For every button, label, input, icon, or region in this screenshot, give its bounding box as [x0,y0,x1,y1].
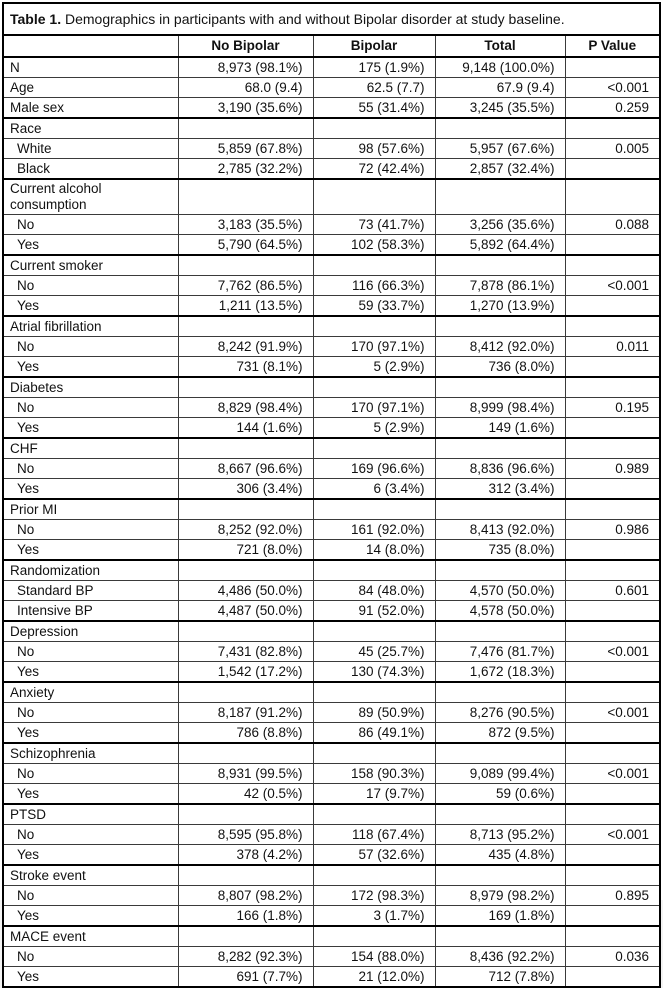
column-header-blank [3,35,178,57]
row-label: Standard BP [3,581,178,601]
p-value-cell: <0.001 [565,642,660,662]
no-bipolar-cell [178,926,313,947]
bipolar-cell [313,316,435,337]
total-cell: 169 (1.8%) [435,906,565,927]
column-header-no-bipolar: No Bipolar [178,35,313,57]
no-bipolar-cell [178,118,313,139]
table-row [3,398,660,418]
no-bipolar-cell: 42 (0.5%) [178,784,313,805]
p-value-cell [565,479,660,500]
section-row [3,255,660,276]
total-cell [435,682,565,703]
p-value-cell [565,235,660,256]
bipolar-cell [313,926,435,947]
row-label: CHF [3,438,178,459]
no-bipolar-cell: 5,859 (67.8%) [178,139,313,159]
row-label: No [3,215,178,235]
table-row [3,337,660,357]
bipolar-cell: 175 (1.9%) [313,57,435,78]
bipolar-cell [313,255,435,276]
row-label: Black [3,159,178,180]
bipolar-cell: 118 (67.4%) [313,825,435,845]
bipolar-cell: 102 (58.3%) [313,235,435,256]
table-row [3,784,660,805]
no-bipolar-cell: 166 (1.8%) [178,906,313,927]
total-cell: 7,476 (81.7%) [435,642,565,662]
no-bipolar-cell: 721 (8.0%) [178,540,313,561]
p-value-cell [565,601,660,622]
no-bipolar-cell: 4,487 (50.0%) [178,601,313,622]
total-cell [435,926,565,947]
table-row [3,906,660,927]
bipolar-cell: 154 (88.0%) [313,947,435,967]
table-title-row [3,3,660,35]
row-label: Yes [3,662,178,683]
total-cell: 735 (8.0%) [435,540,565,561]
table-row [3,479,660,500]
section-row [3,743,660,764]
row-label: Male sex [3,98,178,119]
no-bipolar-cell: 144 (1.6%) [178,418,313,439]
no-bipolar-cell [178,179,313,215]
total-cell: 8,276 (90.5%) [435,703,565,723]
row-label: No [3,642,178,662]
row-label: Yes [3,845,178,866]
no-bipolar-cell [178,804,313,825]
total-cell [435,865,565,886]
no-bipolar-cell: 8,973 (98.1%) [178,57,313,78]
row-label: No [3,398,178,418]
no-bipolar-cell: 8,282 (92.3%) [178,947,313,967]
row-label: PTSD [3,804,178,825]
bipolar-cell [313,499,435,520]
total-cell [435,804,565,825]
bipolar-cell: 5 (2.9%) [313,418,435,439]
row-label: No [3,825,178,845]
bipolar-cell [313,560,435,581]
total-cell [435,118,565,139]
table-row [3,235,660,256]
no-bipolar-cell [178,316,313,337]
p-value-cell [565,540,660,561]
bipolar-cell: 5 (2.9%) [313,357,435,378]
total-cell: 435 (4.8%) [435,845,565,866]
bipolar-cell: 172 (98.3%) [313,886,435,906]
no-bipolar-cell: 8,931 (99.5%) [178,764,313,784]
column-header-p-value: P Value [565,35,660,57]
p-value-cell [565,499,660,520]
p-value-cell: <0.001 [565,764,660,784]
table-row [3,642,660,662]
p-value-cell [565,682,660,703]
row-label: Yes [3,235,178,256]
p-value-cell: <0.001 [565,276,660,296]
bipolar-cell [313,743,435,764]
total-cell: 712 (7.8%) [435,967,565,988]
row-label: White [3,139,178,159]
bipolar-cell: 59 (33.7%) [313,296,435,317]
no-bipolar-cell: 8,187 (91.2%) [178,703,313,723]
bipolar-cell: 45 (25.7%) [313,642,435,662]
row-label: No [3,703,178,723]
p-value-cell: 0.088 [565,215,660,235]
p-value-cell: 0.195 [565,398,660,418]
no-bipolar-cell [178,865,313,886]
no-bipolar-cell [178,743,313,764]
bipolar-cell: 89 (50.9%) [313,703,435,723]
total-cell: 312 (3.4%) [435,479,565,500]
section-row [3,377,660,398]
bipolar-cell: 57 (32.6%) [313,845,435,866]
p-value-cell [565,57,660,78]
total-cell: 149 (1.6%) [435,418,565,439]
no-bipolar-cell: 8,595 (95.8%) [178,825,313,845]
total-cell: 7,878 (86.1%) [435,276,565,296]
p-value-cell [565,967,660,988]
p-value-cell: <0.001 [565,825,660,845]
row-label: No [3,764,178,784]
p-value-cell: 0.036 [565,947,660,967]
column-header-total: Total [435,35,565,57]
no-bipolar-cell: 5,790 (64.5%) [178,235,313,256]
table-row [3,662,660,683]
total-cell: 8,836 (96.6%) [435,459,565,479]
total-cell: 1,270 (13.9%) [435,296,565,317]
table-title-number: Table 1. [10,11,62,27]
total-cell [435,377,565,398]
table-row [3,764,660,784]
row-label: Depression [3,621,178,642]
p-value-cell [565,784,660,805]
row-label: Yes [3,906,178,927]
p-value-cell [565,621,660,642]
bipolar-cell [313,438,435,459]
p-value-cell [565,845,660,866]
no-bipolar-cell: 8,242 (91.9%) [178,337,313,357]
bipolar-cell: 98 (57.6%) [313,139,435,159]
table-row [3,57,660,78]
p-value-cell [565,926,660,947]
section-row [3,621,660,642]
section-row [3,118,660,139]
bipolar-cell: 21 (12.0%) [313,967,435,988]
p-value-cell: 0.259 [565,98,660,119]
bipolar-cell: 84 (48.0%) [313,581,435,601]
p-value-cell: 0.895 [565,886,660,906]
total-cell: 872 (9.5%) [435,723,565,744]
row-label: No [3,947,178,967]
table-body [3,57,660,987]
no-bipolar-cell: 378 (4.2%) [178,845,313,866]
table-row [3,967,660,988]
section-row [3,926,660,947]
p-value-cell: 0.986 [565,520,660,540]
section-row [3,316,660,337]
row-label: Yes [3,784,178,805]
bipolar-cell: 158 (90.3%) [313,764,435,784]
table-title-text: Demographics in participants with and without Bipolar disorder at study baseline. [61,11,565,27]
table-row [3,459,660,479]
column-header-row [3,35,660,57]
p-value-cell [565,296,660,317]
p-value-cell [565,159,660,180]
bipolar-cell: 116 (66.3%) [313,276,435,296]
bipolar-cell [313,179,435,215]
section-row [3,804,660,825]
table-row [3,418,660,439]
total-cell [435,621,565,642]
table-row [3,703,660,723]
row-label: Diabetes [3,377,178,398]
total-cell [435,438,565,459]
bipolar-cell: 161 (92.0%) [313,520,435,540]
p-value-cell [565,316,660,337]
table-row [3,98,660,119]
bipolar-cell: 130 (74.3%) [313,662,435,683]
no-bipolar-cell: 786 (8.8%) [178,723,313,744]
bipolar-cell: 170 (97.1%) [313,398,435,418]
bipolar-cell: 3 (1.7%) [313,906,435,927]
row-label: Yes [3,296,178,317]
p-value-cell [565,179,660,215]
no-bipolar-cell [178,560,313,581]
no-bipolar-cell: 8,667 (96.6%) [178,459,313,479]
row-label: Intensive BP [3,601,178,622]
bipolar-cell: 91 (52.0%) [313,601,435,622]
table-row [3,357,660,378]
row-label: Yes [3,357,178,378]
p-value-cell [565,662,660,683]
no-bipolar-cell [178,377,313,398]
table-row [3,276,660,296]
row-label: Current smoker [3,255,178,276]
table-row [3,825,660,845]
p-value-cell: 0.601 [565,581,660,601]
bipolar-cell [313,865,435,886]
total-cell [435,499,565,520]
bipolar-cell: 55 (31.4%) [313,98,435,119]
row-label: No [3,459,178,479]
total-cell: 9,089 (99.4%) [435,764,565,784]
bipolar-cell: 14 (8.0%) [313,540,435,561]
row-label: N [3,57,178,78]
no-bipolar-cell [178,499,313,520]
total-cell: 59 (0.6%) [435,784,565,805]
row-label: Randomization [3,560,178,581]
section-row [3,560,660,581]
p-value-cell [565,118,660,139]
row-label: Atrial fibrillation [3,316,178,337]
table-row [3,581,660,601]
p-value-cell [565,560,660,581]
table-row [3,139,660,159]
total-cell: 4,570 (50.0%) [435,581,565,601]
p-value-cell: 0.989 [565,459,660,479]
total-cell [435,179,565,215]
table-row [3,520,660,540]
bipolar-cell: 170 (97.1%) [313,337,435,357]
row-label: Yes [3,418,178,439]
row-label: Prior MI [3,499,178,520]
table-row [3,886,660,906]
table-title [3,3,660,35]
table-row [3,601,660,622]
row-label: No [3,886,178,906]
total-cell: 8,979 (98.2%) [435,886,565,906]
row-label: No [3,276,178,296]
bipolar-cell: 73 (41.7%) [313,215,435,235]
p-value-cell [565,357,660,378]
row-label: Yes [3,540,178,561]
section-row [3,438,660,459]
p-value-cell: <0.001 [565,78,660,98]
demographics-table [2,2,661,988]
total-cell [435,743,565,764]
p-value-cell [565,723,660,744]
table-row [3,845,660,866]
section-row [3,682,660,703]
no-bipolar-cell: 3,183 (35.5%) [178,215,313,235]
bipolar-cell: 17 (9.7%) [313,784,435,805]
no-bipolar-cell: 7,431 (82.8%) [178,642,313,662]
total-cell: 8,436 (92.2%) [435,947,565,967]
p-value-cell [565,438,660,459]
p-value-cell: 0.011 [565,337,660,357]
table-row [3,947,660,967]
total-cell: 8,413 (92.0%) [435,520,565,540]
row-label: Stroke event [3,865,178,886]
p-value-cell: 0.005 [565,139,660,159]
no-bipolar-cell: 1,542 (17.2%) [178,662,313,683]
table-row [3,540,660,561]
no-bipolar-cell: 1,211 (13.5%) [178,296,313,317]
no-bipolar-cell [178,438,313,459]
row-label: Anxiety [3,682,178,703]
bipolar-cell: 6 (3.4%) [313,479,435,500]
no-bipolar-cell: 691 (7.7%) [178,967,313,988]
total-cell: 8,412 (92.0%) [435,337,565,357]
total-cell: 5,957 (67.6%) [435,139,565,159]
p-value-cell [565,804,660,825]
table-row [3,78,660,98]
section-row [3,179,660,215]
p-value-cell [565,865,660,886]
row-label: Current alcohol consumption [3,179,178,215]
total-cell: 8,713 (95.2%) [435,825,565,845]
bipolar-cell: 169 (96.6%) [313,459,435,479]
row-label: Yes [3,479,178,500]
total-cell: 1,672 (18.3%) [435,662,565,683]
row-label: Race [3,118,178,139]
bipolar-cell [313,682,435,703]
table-row [3,215,660,235]
row-label: No [3,520,178,540]
no-bipolar-cell: 68.0 (9.4) [178,78,313,98]
no-bipolar-cell: 8,252 (92.0%) [178,520,313,540]
bipolar-cell: 86 (49.1%) [313,723,435,744]
no-bipolar-cell: 2,785 (32.2%) [178,159,313,180]
table-row [3,296,660,317]
no-bipolar-cell: 306 (3.4%) [178,479,313,500]
no-bipolar-cell: 7,762 (86.5%) [178,276,313,296]
table-row [3,159,660,180]
p-value-cell [565,418,660,439]
p-value-cell: <0.001 [565,703,660,723]
total-cell: 9,148 (100.0%) [435,57,565,78]
bipolar-cell: 62.5 (7.7) [313,78,435,98]
no-bipolar-cell: 8,829 (98.4%) [178,398,313,418]
bipolar-cell [313,804,435,825]
bipolar-cell [313,377,435,398]
section-row [3,865,660,886]
total-cell: 4,578 (50.0%) [435,601,565,622]
no-bipolar-cell: 3,190 (35.6%) [178,98,313,119]
total-cell [435,316,565,337]
total-cell: 5,892 (64.4%) [435,235,565,256]
no-bipolar-cell: 731 (8.1%) [178,357,313,378]
p-value-cell [565,906,660,927]
no-bipolar-cell [178,255,313,276]
total-cell: 8,999 (98.4%) [435,398,565,418]
total-cell [435,560,565,581]
total-cell: 3,245 (35.5%) [435,98,565,119]
total-cell [435,255,565,276]
bipolar-cell: 72 (42.4%) [313,159,435,180]
row-label: MACE event [3,926,178,947]
row-label: Yes [3,723,178,744]
row-label: Age [3,78,178,98]
p-value-cell [565,377,660,398]
bipolar-cell [313,621,435,642]
section-row [3,499,660,520]
total-cell: 736 (8.0%) [435,357,565,378]
no-bipolar-cell [178,621,313,642]
table-row [3,723,660,744]
row-label: Yes [3,967,178,988]
row-label: Schizophrenia [3,743,178,764]
p-value-cell [565,743,660,764]
total-cell: 3,256 (35.6%) [435,215,565,235]
p-value-cell [565,255,660,276]
total-cell: 2,857 (32.4%) [435,159,565,180]
total-cell: 67.9 (9.4) [435,78,565,98]
bipolar-cell [313,118,435,139]
no-bipolar-cell [178,682,313,703]
row-label: No [3,337,178,357]
no-bipolar-cell: 4,486 (50.0%) [178,581,313,601]
column-header-bipolar: Bipolar [313,35,435,57]
no-bipolar-cell: 8,807 (98.2%) [178,886,313,906]
